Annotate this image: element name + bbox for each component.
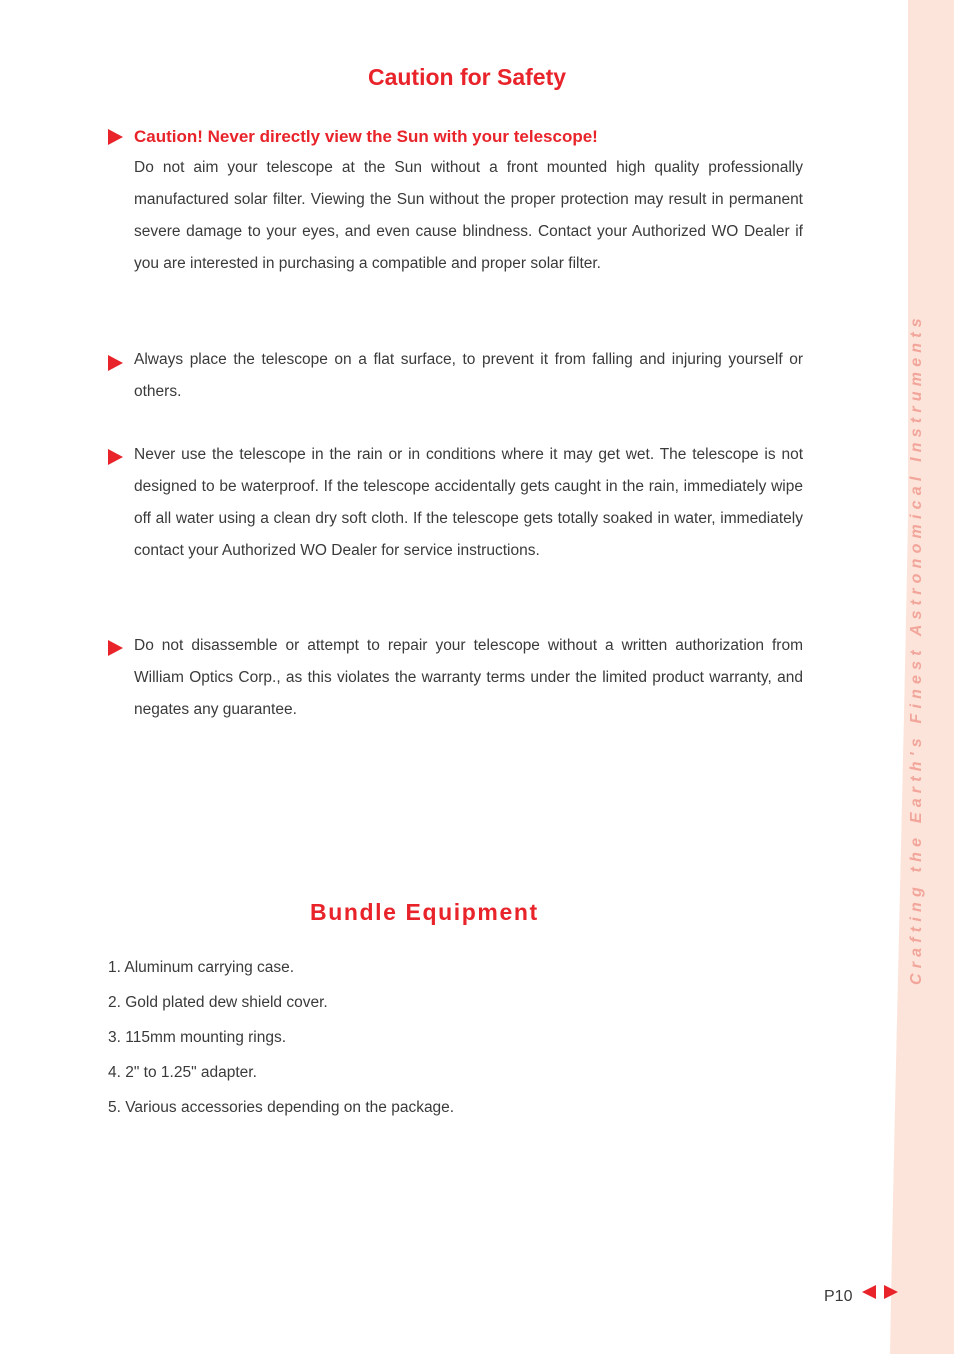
bundle-item: 4. 2" to 1.25" adapter. xyxy=(108,1064,257,1081)
caution-item-1 xyxy=(134,121,803,280)
bundle-item: 5. Various accessories depending on the package. xyxy=(108,1099,455,1116)
caution-item-3 xyxy=(134,439,803,567)
bundle-item: 1. Aluminum carrying case. xyxy=(108,959,295,976)
bundle-title: Bundle Equipment xyxy=(310,899,539,925)
bullet-icon xyxy=(108,449,123,465)
caution-text: Never use the telescope in the rain or in conditions where it may get wet. The telescope is not designed to be waterproof. If the telescope accidentally gets caught in the rain, immediately wipe off all water using a clean dry soft cloth. If the telescope gets totally soaked in water, immediately contact your Authorized WO Dealer for service instructions. xyxy=(134,446,803,559)
side-tagline: Crafting the Earth's Finest Astronomical Instruments xyxy=(908,313,925,985)
bullet-icon xyxy=(108,640,123,656)
caution-text: Always place the telescope on a flat surface, to prevent it from falling and injuring yourself or others. xyxy=(134,351,803,400)
caution-item-2 xyxy=(134,344,803,408)
caution-text: Do not disassemble or attempt to repair your telescope without a written authorization from William Optics Corp., as this violates the warranty terms under the limited product warranty, and negates any guarantee. xyxy=(134,637,803,718)
caution-text: Do not aim your telescope at the Sun without a front mounted high quality professionally manufactured solar filter. Viewing the Sun without the proper protection may result in permanent severe damage to your eyes, and even cause blindness. Contact your Authorized WO Dealer if you are interested in purchasing a compatible and proper solar filter. xyxy=(134,159,803,272)
caution-item-4 xyxy=(134,630,803,726)
bundle-item: 2. Gold plated dew shield cover. xyxy=(108,994,328,1011)
bundle-item: 3. 115mm mounting rings. xyxy=(108,1029,287,1046)
triangle-left-icon[interactable] xyxy=(862,1285,876,1299)
bullet-icon xyxy=(108,129,123,145)
bullet-icon xyxy=(108,355,123,371)
triangle-right-icon[interactable] xyxy=(884,1285,898,1299)
caution-lead: Caution! Never directly view the Sun with your telescope! xyxy=(134,127,598,146)
page-number: P10 xyxy=(824,1288,853,1305)
caution-title: Caution for Safety xyxy=(367,64,567,90)
